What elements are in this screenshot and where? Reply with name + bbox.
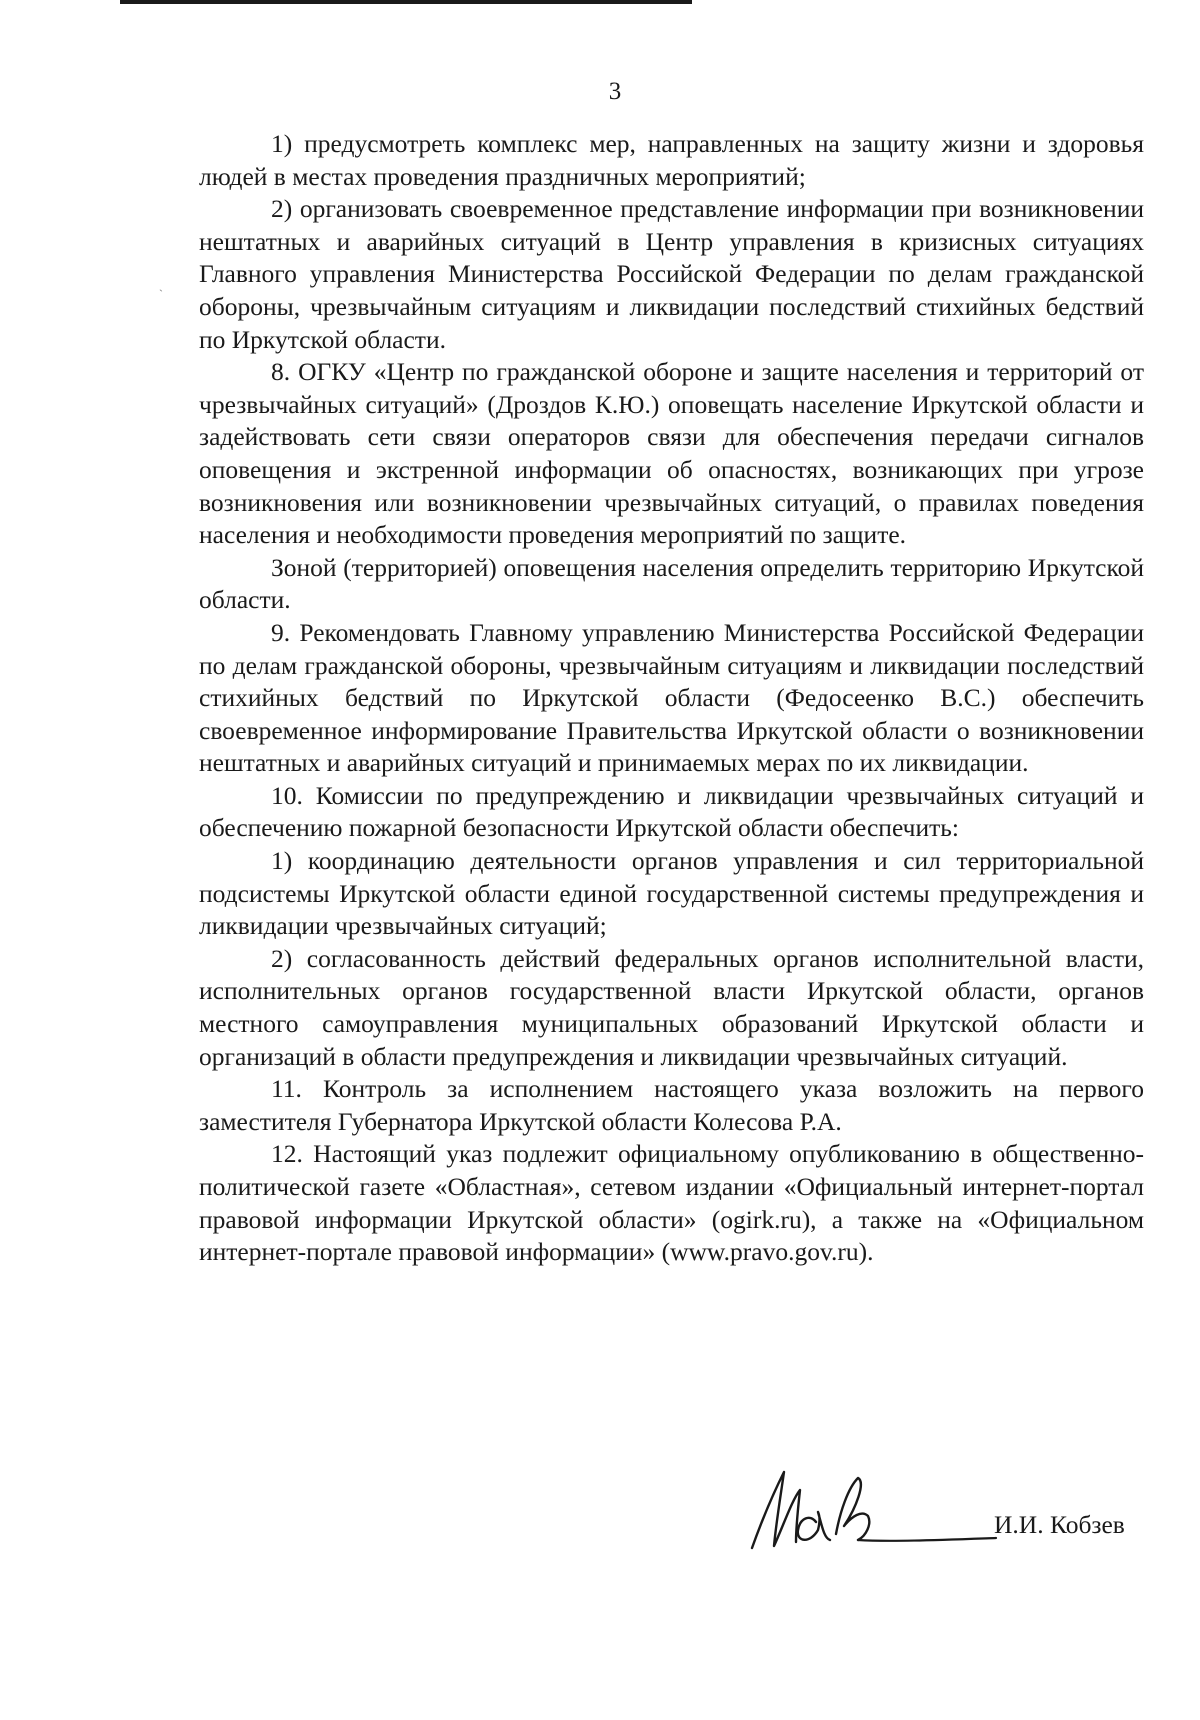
- paragraph-10-2: 2) согласованность действий федеральных органов исполнительной власти, исполнительных органов государственной власти Иркутской области, органов местного самоуправления муниципальных образований Иркутской области и организаций в области предупреждения и ликвидации чрезвычайных ситуаций.: [199, 943, 1144, 1071]
- paragraph-9: 9. Рекомендовать Главному управлению Министерства Российской Федерации по делам гражданской обороны, чрезвычайным ситуациям и ликвидации последствий стихийных бедствий по Иркутской области (Федосеенко В.С.) обеспечить своевременное информирование Правительства Иркутской области о возникновении нештатных и аварийных ситуаций и принимаемых мерах по их ликвидации.: [199, 617, 1144, 778]
- paragraph-10-1: 1) координацию деятельности органов управления и сил территориальной подсистемы Иркутской области единой государственной системы предупреждения и ликвидации чрезвычайных ситуаций;: [199, 846, 1144, 941]
- paragraph-11: 11. Контроль за исполнением настоящего указа возложить на первого заместителя Губернатора Иркутской области Колесова Р.А.: [199, 1074, 1144, 1136]
- paragraph-8: 8. ОГКУ «Центр по гражданской обороне и защите населения и территорий от чрезвычайных ситуаций» (Дроздов К.Ю.) оповещать население Иркутской области и задействовать сети связи операторов связи для обеспечения передачи сигналов оповещения и экстренной информации об опасностях, возникающих при угрозе возникновения или возникновении чрезвычайных ситуаций, о правилах поведения населения и необходимости проведения мероприятий по защите.: [199, 357, 1144, 550]
- paragraph-7-2: 2) организовать своевременное представление информации при возникновении нештатных и аварийных ситуаций в Центр управления в кризисных ситуациях Главного управления Министерства Российской Федерации по делам гражданской обороны, чрезвычайным ситуациям и ликвидации последствий стихийных бедствий по Иркутской области.: [199, 194, 1144, 354]
- paragraph-8-zone: Зоной (территорией) оповещения населения определить территорию Иркутской области.: [199, 552, 1144, 615]
- top-rule: [120, 0, 692, 4]
- stray-mark: `: [159, 287, 163, 301]
- document-body: [199, 128, 1144, 1269]
- signer-name: И.И. Кобзев: [994, 1510, 1125, 1539]
- paragraph-12: 12. Настоящий указ подлежит официальному опубликованию в общественно-политической газете «Областная», сетевом издании «Официальный интернет-портал правовой информации Иркутской области» (ogirk.ru), а также на «Официальном интернет-портале правовой информации» (www.pravo.gov.ru).: [199, 1139, 1144, 1267]
- paragraph-7-1: 1) предусмотреть комплекс мер, направленных на защиту жизни и здоровья людей в местах проведения праздничных мероприятий;: [199, 129, 1144, 191]
- paragraph-10: 10. Комиссии по предупреждению и ликвидации чрезвычайных ситуаций и обеспечению пожарной безопасности Иркутской области обеспечить:: [199, 780, 1144, 843]
- signature-block: [740, 1460, 1140, 1560]
- page-number: 3: [608, 78, 622, 105]
